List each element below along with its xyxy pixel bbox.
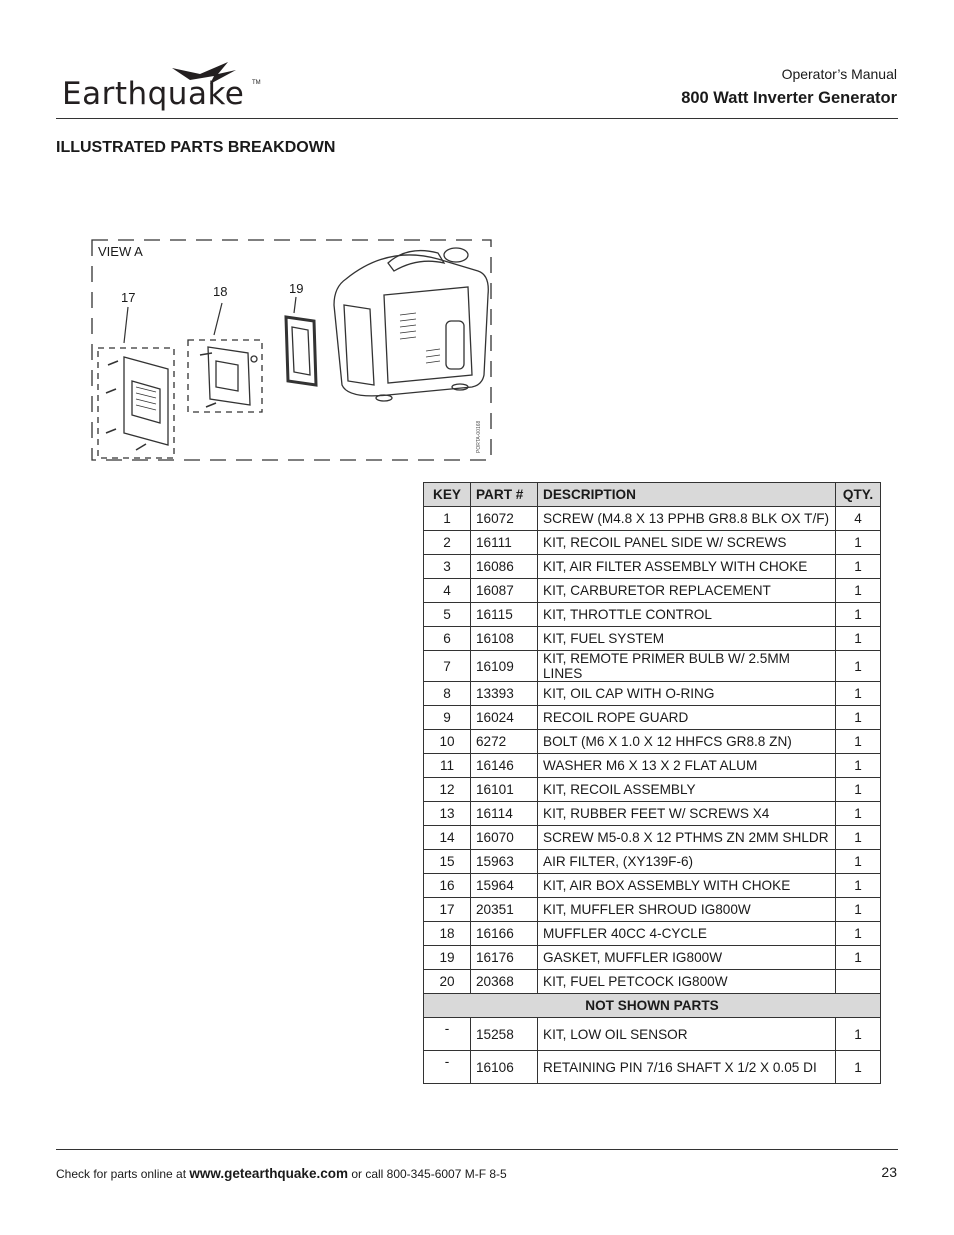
table-row [424,603,881,627]
table-row [424,778,881,802]
row-key: - [424,1051,471,1084]
row-qty: 1 [836,682,881,706]
table-row [424,850,881,874]
footer-prefix: Check for parts online at [56,1167,187,1181]
row-part-number: 16087 [471,579,538,603]
row-description: KIT, FUEL PETCOCK IG800W [538,970,836,994]
row-part-number: 20368 [471,970,538,994]
row-description: KIT, REMOTE PRIMER BULB W/ 2.5MM LINES [538,651,836,682]
manual-title: 800 Watt Inverter Generator [681,89,897,107]
table-row [424,730,881,754]
row-qty: 1 [836,531,881,555]
row-part-number: 16086 [471,555,538,579]
row-part-number: 15258 [471,1018,538,1051]
muffler [208,347,250,405]
col-qty: QTY. [836,483,881,507]
row-description: KIT, THROTTLE CONTROL [538,603,836,627]
table-row [424,922,881,946]
row-key: 12 [424,778,471,802]
logo-wordmark: Earthquake [62,76,245,112]
row-key: 18 [424,922,471,946]
row-qty: 1 [836,603,881,627]
row-description: RECOIL ROPE GUARD [538,706,836,730]
page-number: 23 [881,1164,897,1180]
row-qty: 1 [836,579,881,603]
brand-logo [62,60,267,115]
row-qty: 1 [836,898,881,922]
row-part-number: 16106 [471,1051,538,1084]
row-description: KIT, LOW OIL SENSOR [538,1018,836,1051]
row-key: 4 [424,579,471,603]
row-part-number: 16115 [471,603,538,627]
row-part-number: 16146 [471,754,538,778]
row-description: MUFFLER 40CC 4-CYCLE [538,922,836,946]
row-part-number: 20351 [471,898,538,922]
row-description: WASHER M6 X 13 X 2 FLAT ALUM [538,754,836,778]
row-key: 15 [424,850,471,874]
row-part-number: 16166 [471,922,538,946]
row-description: KIT, RECOIL ASSEMBLY [538,778,836,802]
callout-18: 18 [213,284,228,299]
row-key: 19 [424,946,471,970]
row-part-number: 16114 [471,802,538,826]
row-qty: 1 [836,754,881,778]
table-row [424,579,881,603]
row-key: - [424,1018,471,1051]
row-key: 6 [424,627,471,651]
row-key: 1 [424,507,471,531]
row-key: 7 [424,651,471,682]
row-description: KIT, OIL CAP WITH O-RING [538,682,836,706]
callout-19: 19 [289,281,304,296]
row-part-number: 16072 [471,507,538,531]
row-qty: 1 [836,850,881,874]
not-shown-header-row [424,994,881,1018]
row-key: 11 [424,754,471,778]
col-description: DESCRIPTION [538,483,836,507]
col-key: KEY [424,483,471,507]
row-description: SCREW (M4.8 X 13 PPHB GR8.8 BLK OX T/F) [538,507,836,531]
row-part-number: 16109 [471,651,538,682]
row-part-number: 16070 [471,826,538,850]
header-divider [56,118,898,119]
row-description: GASKET, MUFFLER IG800W [538,946,836,970]
row-key: 9 [424,706,471,730]
table-row [424,706,881,730]
row-key: 17 [424,898,471,922]
table-row [424,946,881,970]
table-row [424,1018,881,1051]
row-part-number: 16108 [471,627,538,651]
table-row [424,802,881,826]
row-part-number: 13393 [471,682,538,706]
row-qty: 1 [836,778,881,802]
table-row [424,874,881,898]
logo-trademark: TM [252,80,261,86]
footer-url[interactable]: www.getearthquake.com [189,1166,348,1181]
row-qty: 1 [836,946,881,970]
table-row [424,651,881,682]
row-part-number: 16024 [471,706,538,730]
not-shown-label: NOT SHOWN PARTS [424,994,881,1018]
row-description: KIT, MUFFLER SHROUD IG800W [538,898,836,922]
footer-suffix: or call 800-345-6007 M-F 8-5 [351,1167,507,1181]
row-qty: 1 [836,706,881,730]
row-qty: 1 [836,826,881,850]
muffler-shroud [124,357,168,445]
table-row [424,682,881,706]
table-row [424,627,881,651]
row-description: BOLT (M6 X 1.0 X 12 HHFCS GR8.8 ZN) [538,730,836,754]
row-key: 13 [424,802,471,826]
row-key: 3 [424,555,471,579]
row-description: KIT, AIR BOX ASSEMBLY WITH CHOKE [538,874,836,898]
diagram-code: PORTA-00168 [476,420,482,453]
generator-body [334,248,488,401]
row-key: 10 [424,730,471,754]
table-row [424,970,881,994]
row-key: 5 [424,603,471,627]
row-qty: 1 [836,627,881,651]
row-description: KIT, FUEL SYSTEM [538,627,836,651]
row-part-number: 15963 [471,850,538,874]
row-qty: 1 [836,1018,881,1051]
row-description: SCREW M5-0.8 X 12 PTHMS ZN 2MM SHLDR [538,826,836,850]
table-header-row [424,483,881,507]
row-description: KIT, AIR FILTER ASSEMBLY WITH CHOKE [538,555,836,579]
table-row [424,531,881,555]
row-part-number: 16111 [471,531,538,555]
row-description: KIT, RECOIL PANEL SIDE W/ SCREWS [538,531,836,555]
table-row [424,555,881,579]
row-key: 20 [424,970,471,994]
table-row [424,1051,881,1084]
row-key: 8 [424,682,471,706]
row-description: AIR FILTER, (XY139F-6) [538,850,836,874]
table-row [424,898,881,922]
parts-diagram [88,235,498,465]
row-qty: 1 [836,1051,881,1084]
table-row [424,754,881,778]
row-part-number: 16101 [471,778,538,802]
row-part-number: 6272 [471,730,538,754]
manual-subtitle: Operator’s Manual [781,66,897,82]
table-row [424,507,881,531]
row-qty: 1 [836,802,881,826]
footer-text [56,1166,507,1181]
row-qty: 4 [836,507,881,531]
row-qty: 1 [836,730,881,754]
footer-divider [56,1149,898,1150]
row-description: RETAINING PIN 7/16 SHAFT X 1/2 X 0.05 DI [538,1051,836,1084]
col-part: PART # [471,483,538,507]
table-row [424,826,881,850]
parts-table [423,482,881,1084]
row-key: 2 [424,531,471,555]
row-part-number: 16176 [471,946,538,970]
row-key: 14 [424,826,471,850]
leader-lines [124,297,296,343]
row-qty: 1 [836,555,881,579]
row-part-number: 15964 [471,874,538,898]
row-description: KIT, RUBBER FEET W/ SCREWS X4 [538,802,836,826]
muffler-gasket [286,317,316,385]
row-qty: 1 [836,651,881,682]
row-qty [836,970,881,994]
row-qty: 1 [836,922,881,946]
section-title: ILLUSTRATED PARTS BREAKDOWN [56,139,336,156]
row-qty: 1 [836,874,881,898]
view-label: VIEW A [98,244,143,259]
row-key: 16 [424,874,471,898]
row-description: KIT, CARBURETOR REPLACEMENT [538,579,836,603]
callout-17: 17 [121,290,136,305]
